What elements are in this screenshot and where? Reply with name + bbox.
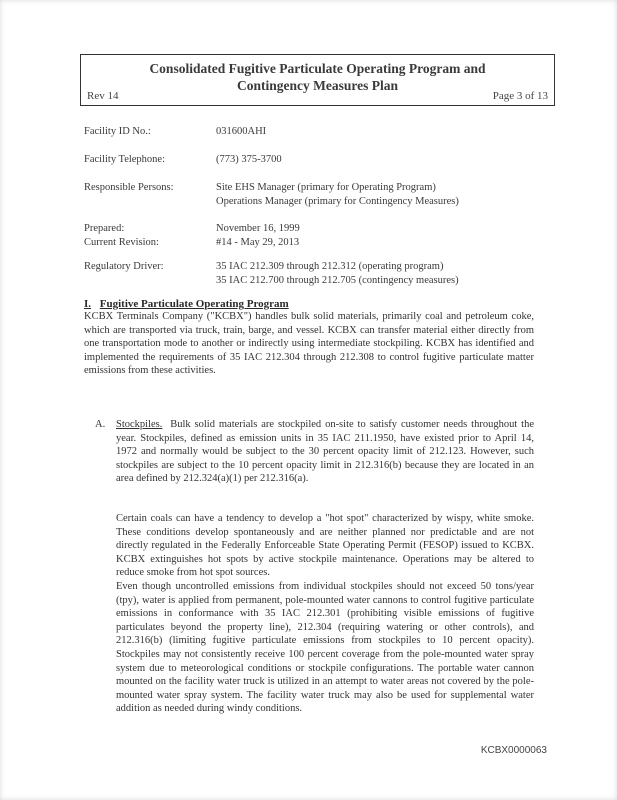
section-intro-paragraph: KCBX Terminals Company ("KCBX") handles bulk solid materials, primarily coal and petroleum coke, which are transported via truck, train, barge, and vessel. KCBX can transfer material either directly from one transportation mode to another or indirectly using intermediate stockpiling. KCBX has identified and implemented the requirements of 35 IAC 212.304 through 212.308 to control fugitive particulate matter emissions from these activities.	[84, 311, 534, 377]
section-number: I.	[84, 298, 92, 310]
facility-phone-label: Facility Telephone:	[84, 154, 166, 165]
current-revision-value: #14 - May 29, 2013	[216, 237, 300, 248]
facility-id-value: 031600AHI	[216, 126, 267, 137]
revision-number: Rev 14	[87, 90, 119, 102]
stockpiles-title: Stockpiles.	[116, 419, 163, 430]
current-revision-label: Current Revision:	[84, 237, 159, 248]
hot-spot-paragraph: Certain coals can have a tendency to develop a "hot spot" characterized by wispy, white smoke. These conditions develop spontaneously and are neither planned nor predictable and are not directly regulated in the Federally Enforceable State Operating Permit (FESOP) issued to KCBX. KCBX extinguishes hot spots by active stockpile maintenance. Operations may be altered to reduce smoke from hot spot sources.	[116, 513, 534, 579]
page-number: Page 3 of 13	[492, 90, 548, 102]
document-header	[80, 54, 555, 106]
responsible-value-2: Operations Manager (primary for Contingency Measures)	[216, 196, 459, 207]
responsible-label: Responsible Persons:	[84, 182, 174, 193]
facility-phone-value: (773) 375-3700	[216, 154, 282, 165]
facility-id-label: Facility ID No.:	[84, 126, 151, 137]
regulatory-driver-value-2: 35 IAC 212.700 through 212.705 (contingency measures)	[216, 275, 459, 286]
regulatory-driver-value-1: 35 IAC 212.309 through 212.312 (operating program)	[216, 261, 444, 272]
section-title: Fugitive Particulate Operating Program	[99, 298, 289, 310]
water-control-paragraph: Even though uncontrolled emissions from individual stockpiles should not exceed 50 tons/year (tpy), water is applied from permanent, pole-mounted water cannons to control fugitive particulate emissions in conformance with 35 IAC 212.301 (prohibiting visible emissions of fugitive particulates beyond the property line), 212.304 (requiring watering or other controls), and 212.316(b) (limiting fugitive particulate emissions from stockpiles to 10 percent opacity). Stockpiles may not consistently receive 100 percent coverage from the pole-mounted water spray system due to meteorological conditions or stockpile configurations. The portable water cannon mounted on the facility water truck is utilized in an attempt to water areas not covered by the pole-mounted water spray system. The facility water truck may also be used for supplemental water addition as needed during windy conditions.	[116, 581, 534, 715]
title-line-1: Consolidated Fugitive Particulate Operating Program and	[149, 61, 486, 76]
section-heading	[84, 298, 289, 310]
prepared-value: November 16, 1999	[216, 223, 300, 234]
regulatory-driver-label: Regulatory Driver:	[84, 261, 164, 272]
stockpiles-paragraph	[95, 418, 535, 486]
subsection-marker: A.	[95, 419, 106, 430]
title-line-2: Contingency Measures Plan	[237, 78, 398, 93]
stockpiles-text: Bulk solid materials are stockpiled on-site to satisfy customer needs throughout the year. Stockpiles, defined as emission units in 35 IAC 211.1950, have existed prior to April 14, 1972 and normally would be subject to the 30 percent opacity limit of 212.123. However, such stockpiles are subject to the 10 percent opacity limit in 212.316(b) because they are located in an area defined by 212.324(a)(1) per 212.316(a).	[116, 419, 535, 485]
bates-number: KCBX0000063	[480, 745, 547, 756]
prepared-label: Prepared:	[84, 223, 125, 234]
document-title	[81, 60, 554, 94]
responsible-value-1: Site EHS Manager (primary for Operating Program)	[216, 182, 436, 193]
